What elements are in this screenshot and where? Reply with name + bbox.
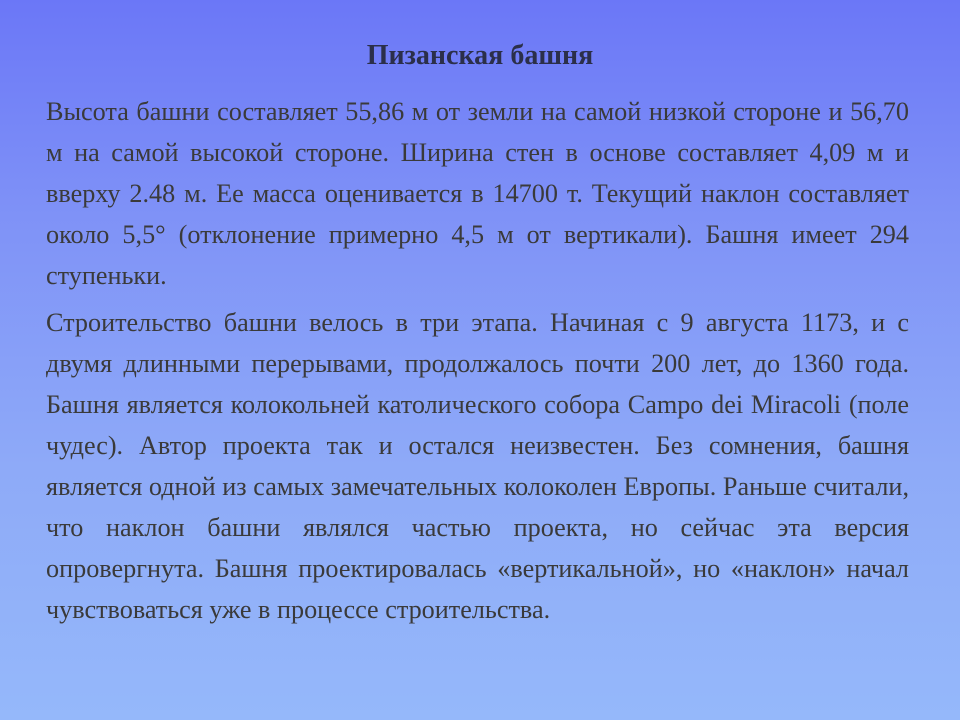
slide-body [46,91,909,636]
paragraph-history: Строительство башни велось в три этапа. Начиная с 9 августа 1173, и с двумя длинными перерывами, продолжалось почти 200 лет, до 1360 года. Башня является колокольней католического собора Campo dei Miracoli (поле чудес). Автор проекта так и остался неизвестен. Без сомнения, башня является одной из самых замечательных колоколен Европы. Раньше считали, что наклон башни являлся частью проекта, но сейчас эта версия опровергнута. Башня проектировалась «вертикальной», но «наклон» начал чувствоваться уже в процессе строительства. [46,308,909,624]
slide-title: Пизанская башня [366,40,594,71]
paragraph-dimensions: Высота башни составляет 55,86 м от земли на самой низкой стороне и 56,70 м на самой высокой стороне. Ширина стен в основе составляет 4,09 м и вверху 2.48 м. Ее масса оценивается в 14700 т. Текущий наклон составляет около 5,5° (отклонение примерно 4,5 м от вертикали). Башня имеет 294 ступеньки. [46,97,909,290]
